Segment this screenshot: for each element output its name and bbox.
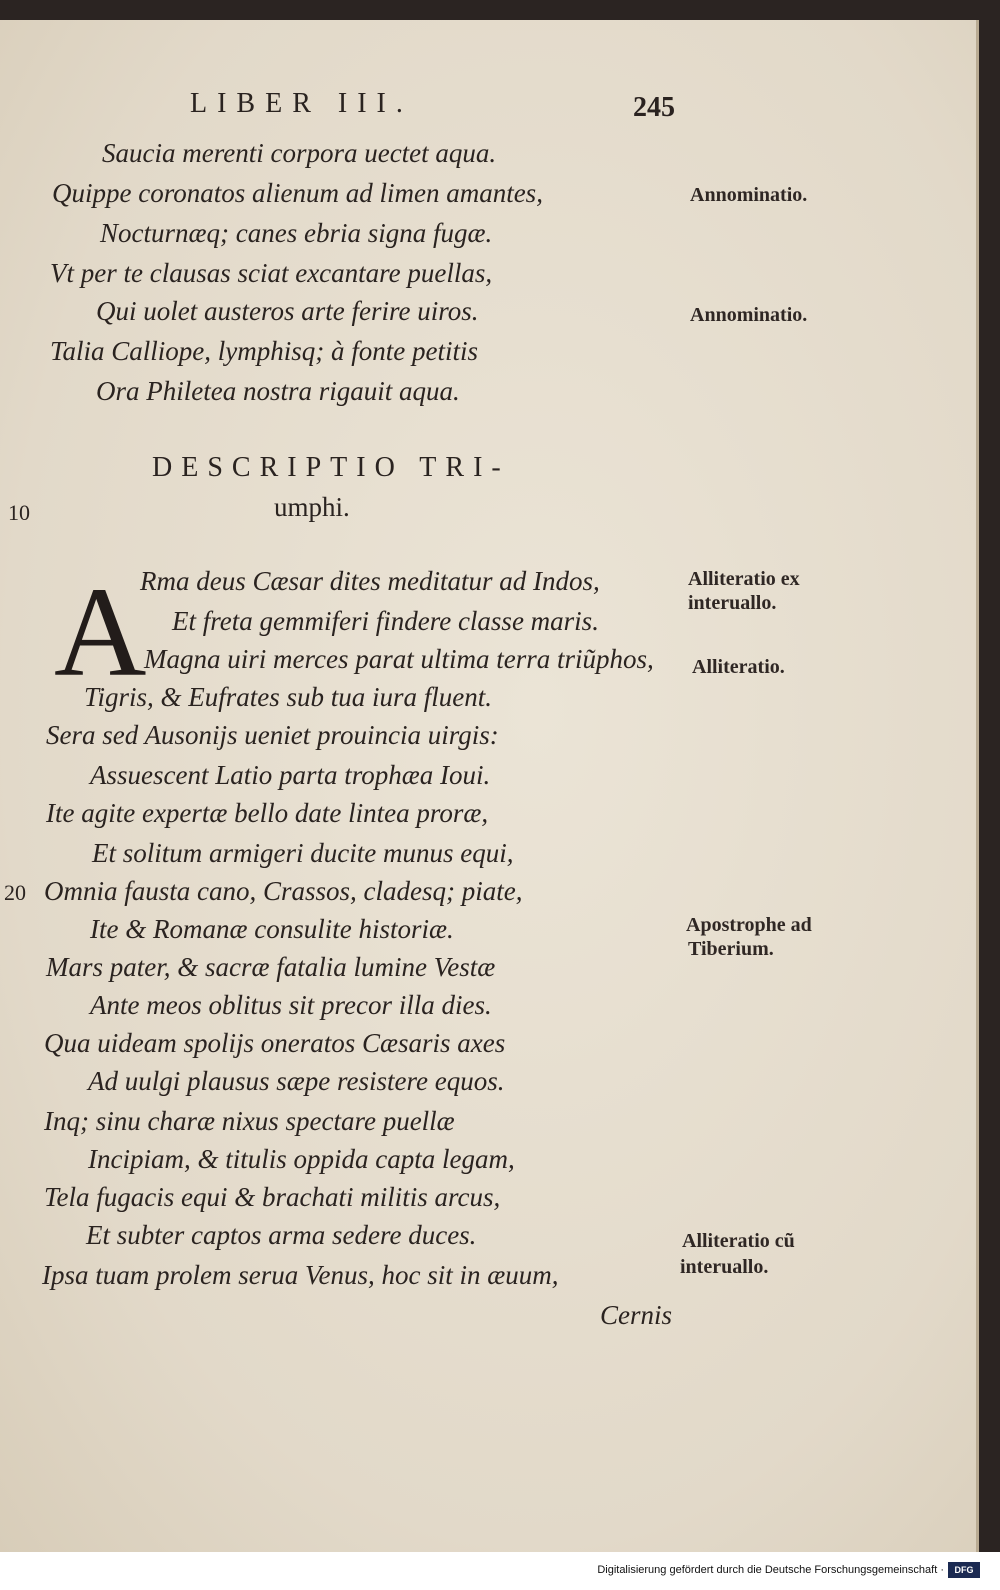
verse-line: Qui uolet austeros arte ferire uiros. [96, 296, 479, 326]
page-number: 245 [633, 92, 675, 123]
verse-line: Ora Philetea nostra rigauit aqua. [96, 376, 460, 406]
section-title: DESCRIPTIO TRI- [152, 452, 510, 483]
line-number-10: 10 [8, 500, 30, 525]
verse-line: Rma deus Cæsar dites meditatur ad Indos, [140, 566, 600, 596]
catchword: Cernis [600, 1300, 673, 1330]
margin-note: interuallo. [688, 592, 777, 614]
verse-line: Quippe coronatos alienum ad limen amantes, [52, 178, 543, 208]
verse-line: Tela fugacis equi & brachati militis arcus, [44, 1182, 501, 1212]
margin-note: Tiberium. [688, 938, 774, 960]
margin-note: Annominatio. [690, 184, 808, 206]
margin-note: Alliteratio. [692, 656, 785, 678]
verse-line: Tigris, & Eufrates sub tua iura fluent. [84, 682, 493, 712]
running-title: LIBER III. [190, 88, 413, 119]
verse-line: Ipsa tuam prolem serua Venus, hoc sit in æuum, [42, 1260, 559, 1290]
verse-line: Talia Calliope, lymphisq; à fonte petitis [50, 336, 479, 366]
verse-line: Vt per te clausas sciat excantare puellas, [50, 258, 493, 288]
verse-line: Mars pater, & sacræ fatalia lumine Vestæ [46, 952, 496, 982]
verse-line: Assuescent Latio parta trophæa Ioui. [90, 760, 491, 790]
verse-line: Ite & Romanæ consulite historiæ. [90, 914, 454, 944]
verse-line: Omnia fausta cano, Crassos, cladesq; piate, [44, 876, 523, 906]
verse-line: Ante meos oblitus sit precor illa dies. [90, 990, 492, 1020]
section-title-cont: umphi. [274, 492, 350, 522]
drop-cap: A [54, 561, 147, 703]
verse-line: Qua uideam spolijs oneratos Cæsaris axes [44, 1028, 506, 1058]
verse-line: Nocturnæq; canes ebria signa fugæ. [100, 218, 493, 248]
footer-bar [0, 1552, 1000, 1590]
verse-line: Ite agite expertæ bello date lintea proræ, [46, 798, 489, 828]
verse-line: Saucia merenti corpora uectet aqua. [102, 138, 497, 168]
margin-note: Apostrophe ad [686, 914, 812, 936]
dfg-logo: DFG [948, 1562, 980, 1578]
verse-line: Et solitum armigeri ducite munus equi, [92, 838, 514, 868]
verse-line: Sera sed Ausonijs ueniet prouincia uirgis: [46, 720, 499, 750]
verse-line: Et subter captos arma sedere duces. [86, 1220, 477, 1250]
verse-line: Inq; sinu charæ nixus spectare puellæ [44, 1106, 455, 1136]
margin-note: Annominatio. [690, 304, 808, 326]
line-number-20: 20 [4, 880, 26, 905]
verse-line: Et freta gemmiferi findere classe maris. [172, 606, 599, 636]
margin-note: Alliteratio cũ [682, 1230, 795, 1252]
verse-line: Incipiam, & titulis oppida capta legam, [88, 1144, 515, 1174]
book-page [0, 20, 979, 1552]
verse-line: Ad uulgi plausus sæpe resistere equos. [88, 1066, 505, 1096]
margin-note: Alliteratio ex [688, 568, 800, 590]
margin-note: interuallo. [680, 1256, 769, 1278]
verse-line: Magna uiri merces parat ultima terra triũphos, [144, 644, 654, 674]
footer-credit: Digitalisierung gefördert durch die Deutsche Forschungsgemeinschaft · [597, 1564, 944, 1576]
